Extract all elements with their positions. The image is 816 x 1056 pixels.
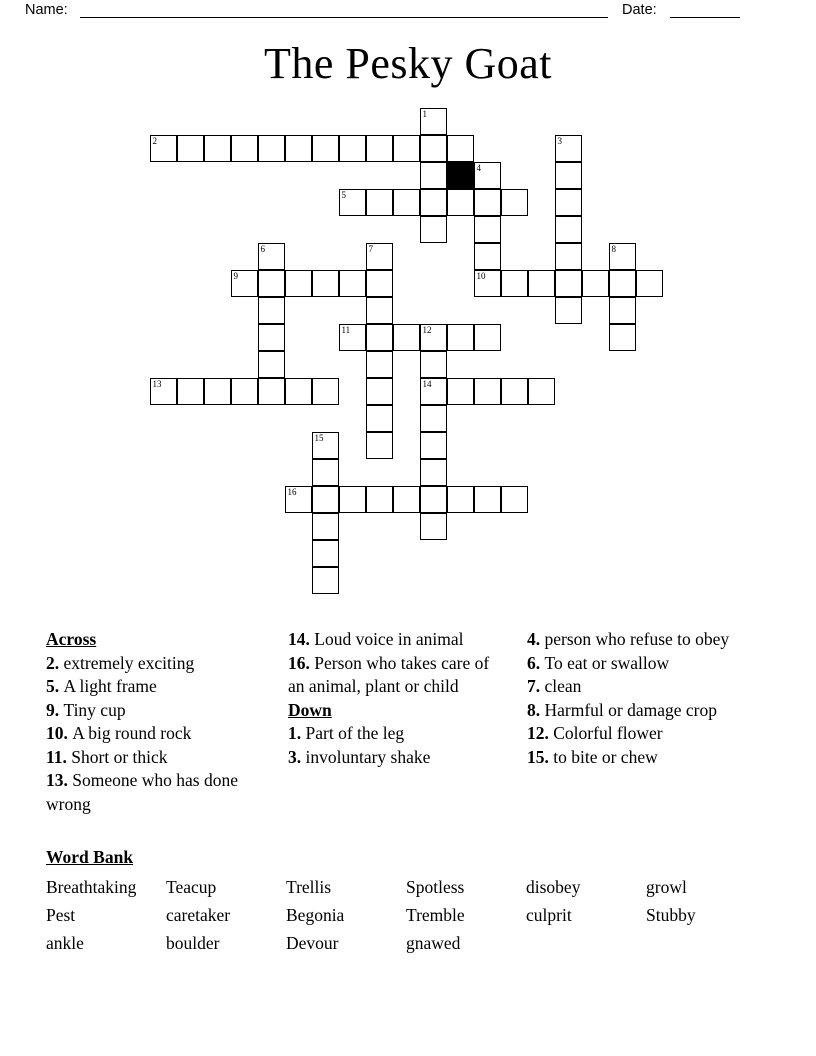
grid-cell-number: 16 bbox=[287, 487, 297, 497]
grid-cell[interactable] bbox=[366, 351, 393, 378]
grid-cell[interactable] bbox=[420, 324, 447, 351]
clue-number: 6. bbox=[527, 652, 545, 673]
clue-down-15 bbox=[527, 746, 755, 770]
grid-cell[interactable] bbox=[366, 270, 393, 297]
clue-across-14 bbox=[288, 628, 510, 652]
word-bank-word: Stubby bbox=[646, 904, 696, 925]
word-bank-word: growl bbox=[646, 876, 687, 897]
grid-cell[interactable] bbox=[258, 243, 285, 270]
down-heading: Down bbox=[288, 699, 332, 720]
clue-number: 15. bbox=[527, 746, 554, 767]
grid-cell[interactable] bbox=[555, 297, 582, 324]
grid-cell[interactable] bbox=[420, 189, 447, 216]
grid-cell[interactable] bbox=[474, 162, 501, 189]
grid-cell[interactable] bbox=[366, 378, 393, 405]
word-bank-word: boulder bbox=[166, 932, 220, 953]
grid-cell[interactable] bbox=[501, 270, 528, 297]
grid-cell[interactable] bbox=[258, 351, 285, 378]
grid-cell[interactable] bbox=[366, 486, 393, 513]
grid-cell[interactable] bbox=[555, 243, 582, 270]
word-bank-word: disobey bbox=[526, 876, 581, 897]
clue-number: 10. bbox=[46, 723, 73, 743]
grid-cell[interactable] bbox=[420, 135, 447, 162]
grid-cell[interactable] bbox=[339, 135, 366, 162]
word-bank-word: culprit bbox=[526, 904, 572, 925]
grid-cell[interactable] bbox=[312, 432, 339, 459]
name-label: Name: bbox=[25, 2, 68, 18]
across-heading: Across bbox=[46, 629, 97, 649]
grid-cell-number: 15 bbox=[314, 433, 324, 443]
grid-cell[interactable] bbox=[339, 189, 366, 216]
grid-cell-number: 14 bbox=[422, 379, 432, 389]
grid-cell[interactable] bbox=[447, 324, 474, 351]
grid-cell[interactable] bbox=[177, 378, 204, 405]
grid-cell[interactable] bbox=[447, 378, 474, 405]
grid-cell[interactable] bbox=[339, 270, 366, 297]
clue-down-6 bbox=[527, 652, 755, 676]
grid-cell[interactable] bbox=[312, 540, 339, 567]
grid-cell[interactable] bbox=[555, 216, 582, 243]
grid-cell[interactable] bbox=[312, 135, 339, 162]
grid-cell-number: 3 bbox=[557, 136, 562, 146]
word-bank-word: Breathtaking bbox=[46, 876, 137, 897]
clue-across-9 bbox=[46, 699, 274, 723]
grid-cell[interactable] bbox=[204, 135, 231, 162]
clue-text: Short or thick bbox=[71, 746, 168, 767]
grid-cell[interactable] bbox=[420, 351, 447, 378]
grid-cell-number: 2 bbox=[152, 136, 157, 146]
clue-text: Someone who has done wrong bbox=[46, 770, 238, 814]
grid-cell[interactable] bbox=[474, 378, 501, 405]
clue-number: 4. bbox=[527, 629, 545, 649]
grid-cell[interactable] bbox=[501, 378, 528, 405]
grid-cell[interactable] bbox=[555, 162, 582, 189]
page-title: The Pesky Goat bbox=[263, 39, 553, 88]
word-bank-word: Pest bbox=[46, 904, 76, 925]
grid-cell[interactable] bbox=[231, 135, 258, 162]
clue-number: 5. bbox=[46, 676, 64, 696]
clue-across-10 bbox=[46, 722, 274, 746]
grid-cell[interactable] bbox=[231, 270, 258, 297]
clue-down-1 bbox=[288, 722, 510, 746]
clue-number: 11. bbox=[46, 746, 72, 767]
clues-section bbox=[0, 628, 816, 838]
word-bank-word: Begonia bbox=[286, 904, 345, 925]
grid-cell-number: 10 bbox=[476, 271, 486, 281]
clue-number: 3. bbox=[288, 746, 306, 767]
clue-down-12 bbox=[527, 722, 755, 746]
grid-cell[interactable] bbox=[474, 270, 501, 297]
grid-cell[interactable] bbox=[204, 378, 231, 405]
grid-cell[interactable] bbox=[501, 189, 528, 216]
clue-column-2 bbox=[288, 628, 510, 769]
grid-cell[interactable] bbox=[150, 135, 177, 162]
grid-cell[interactable] bbox=[366, 432, 393, 459]
grid-cell[interactable] bbox=[366, 135, 393, 162]
grid-cell[interactable] bbox=[393, 189, 420, 216]
grid-cell[interactable] bbox=[609, 270, 636, 297]
word-bank-row bbox=[46, 929, 786, 957]
word-bank-word: gnawed bbox=[406, 932, 461, 953]
clue-down-3 bbox=[288, 746, 510, 770]
grid-cell-number: 12 bbox=[422, 325, 432, 335]
clue-down-8 bbox=[527, 699, 755, 723]
grid-cell[interactable] bbox=[366, 297, 393, 324]
word-bank-grid bbox=[46, 873, 786, 957]
grid-cell[interactable] bbox=[555, 135, 582, 162]
grid-cell[interactable] bbox=[474, 486, 501, 513]
clue-down-7 bbox=[527, 675, 755, 699]
grid-cell-blocked bbox=[447, 162, 474, 189]
word-bank-section bbox=[46, 846, 786, 957]
grid-cell[interactable] bbox=[312, 378, 339, 405]
clue-text: clean bbox=[544, 676, 582, 696]
grid-cell[interactable] bbox=[366, 189, 393, 216]
grid-cell[interactable] bbox=[555, 189, 582, 216]
clue-down-4 bbox=[527, 628, 755, 652]
clue-text: Part of the leg bbox=[305, 723, 405, 743]
grid-cell[interactable] bbox=[420, 432, 447, 459]
clue-number: 8. bbox=[527, 699, 545, 720]
clue-number: 9. bbox=[46, 699, 64, 720]
clue-number: 16. bbox=[288, 652, 315, 673]
grid-cell[interactable] bbox=[285, 378, 312, 405]
word-bank-word: ankle bbox=[46, 932, 84, 953]
clue-column-3 bbox=[527, 628, 755, 769]
clue-number: 2. bbox=[46, 652, 64, 673]
grid-cell-number: 6 bbox=[260, 244, 265, 254]
grid-cell[interactable] bbox=[420, 513, 447, 540]
grid-cell[interactable] bbox=[312, 270, 339, 297]
grid-cell[interactable] bbox=[420, 459, 447, 486]
grid-cell[interactable] bbox=[258, 378, 285, 405]
grid-cell[interactable] bbox=[393, 135, 420, 162]
grid-cell-number: 13 bbox=[152, 379, 162, 389]
grid-cell[interactable] bbox=[609, 243, 636, 270]
grid-cell[interactable] bbox=[285, 135, 312, 162]
grid-cell[interactable] bbox=[366, 405, 393, 432]
grid-cell[interactable] bbox=[231, 378, 258, 405]
grid-cell[interactable] bbox=[420, 378, 447, 405]
grid-cell[interactable] bbox=[420, 162, 447, 189]
grid-cell[interactable] bbox=[285, 486, 312, 513]
clue-text: Loud voice in animal bbox=[314, 629, 464, 649]
grid-cell[interactable] bbox=[258, 324, 285, 351]
word-bank-heading: Word Bank bbox=[46, 847, 134, 867]
grid-cell-number: 4 bbox=[476, 163, 481, 173]
clue-text: Colorful flower bbox=[553, 723, 663, 743]
clue-text: Person who takes care of an animal, plant or child bbox=[288, 652, 490, 696]
grid-cell[interactable] bbox=[474, 243, 501, 270]
grid-cell[interactable] bbox=[555, 270, 582, 297]
clue-text: involuntary shake bbox=[305, 746, 431, 767]
clue-text: extremely exciting bbox=[63, 652, 195, 673]
clue-number: 14. bbox=[288, 629, 315, 649]
grid-cell[interactable] bbox=[447, 135, 474, 162]
grid-cell[interactable] bbox=[528, 270, 555, 297]
grid-cell[interactable] bbox=[447, 189, 474, 216]
grid-cell-number: 1 bbox=[422, 109, 427, 119]
clue-column-1 bbox=[46, 628, 274, 816]
grid-cell[interactable] bbox=[285, 270, 312, 297]
word-bank-word: Devour bbox=[286, 932, 339, 953]
clue-across-5 bbox=[46, 675, 274, 699]
word-bank-word: Trellis bbox=[286, 876, 332, 897]
word-bank-word: Spotless bbox=[406, 876, 465, 897]
grid-cell[interactable] bbox=[339, 324, 366, 351]
grid-cell[interactable] bbox=[366, 324, 393, 351]
grid-cell[interactable] bbox=[528, 378, 555, 405]
clue-text: A light frame bbox=[63, 676, 157, 696]
grid-cell-number: 8 bbox=[611, 244, 616, 254]
clue-across-2 bbox=[46, 652, 274, 676]
grid-cell-number: 9 bbox=[233, 271, 238, 281]
clue-number: 13. bbox=[46, 770, 73, 790]
clue-number: 7. bbox=[527, 676, 545, 696]
grid-cell[interactable] bbox=[312, 459, 339, 486]
clue-text: A big round rock bbox=[72, 723, 192, 743]
clue-text: to bite or chew bbox=[553, 746, 658, 767]
word-bank-row bbox=[46, 901, 786, 929]
grid-cell[interactable] bbox=[312, 513, 339, 540]
grid-cell[interactable] bbox=[420, 108, 447, 135]
grid-cell-number: 5 bbox=[341, 190, 346, 200]
clue-text: person who refuse to obey bbox=[544, 629, 730, 649]
clue-across-13 bbox=[46, 769, 274, 816]
grid-cell[interactable] bbox=[582, 270, 609, 297]
word-bank-word: Teacup bbox=[166, 876, 217, 897]
word-bank-word: caretaker bbox=[166, 904, 231, 925]
clue-text: Harmful or damage crop bbox=[544, 699, 717, 720]
word-bank-row bbox=[46, 873, 786, 901]
clue-number: 1. bbox=[288, 723, 306, 743]
grid-cell[interactable] bbox=[474, 189, 501, 216]
grid-cell[interactable] bbox=[339, 486, 366, 513]
grid-cell[interactable] bbox=[177, 135, 204, 162]
clue-text: Tiny cup bbox=[63, 699, 126, 720]
grid-cell[interactable] bbox=[150, 378, 177, 405]
grid-cell[interactable] bbox=[420, 405, 447, 432]
clue-number: 12. bbox=[527, 723, 554, 743]
word-bank-word: Tremble bbox=[406, 904, 465, 925]
grid-cell-number: 11 bbox=[341, 325, 351, 335]
clue-text: To eat or swallow bbox=[544, 652, 670, 673]
grid-cell-number: 7 bbox=[368, 244, 373, 254]
clue-across-11 bbox=[46, 746, 274, 770]
grid-cell[interactable] bbox=[609, 324, 636, 351]
grid-cell[interactable] bbox=[393, 324, 420, 351]
grid-cell[interactable] bbox=[420, 216, 447, 243]
clue-across-16 bbox=[288, 652, 510, 699]
grid-cell[interactable] bbox=[474, 216, 501, 243]
grid-cell[interactable] bbox=[609, 297, 636, 324]
grid-cell[interactable] bbox=[258, 270, 285, 297]
grid-cell[interactable] bbox=[420, 486, 447, 513]
grid-cell[interactable] bbox=[312, 486, 339, 513]
grid-cell[interactable] bbox=[258, 135, 285, 162]
grid-cell[interactable] bbox=[501, 486, 528, 513]
grid-cell[interactable] bbox=[474, 324, 501, 351]
date-label: Date: bbox=[622, 2, 657, 18]
grid-cell[interactable] bbox=[393, 486, 420, 513]
grid-cell[interactable] bbox=[636, 270, 663, 297]
grid-cell[interactable] bbox=[366, 243, 393, 270]
grid-cell[interactable] bbox=[258, 297, 285, 324]
grid-cell[interactable] bbox=[312, 567, 339, 594]
grid-cell[interactable] bbox=[447, 486, 474, 513]
